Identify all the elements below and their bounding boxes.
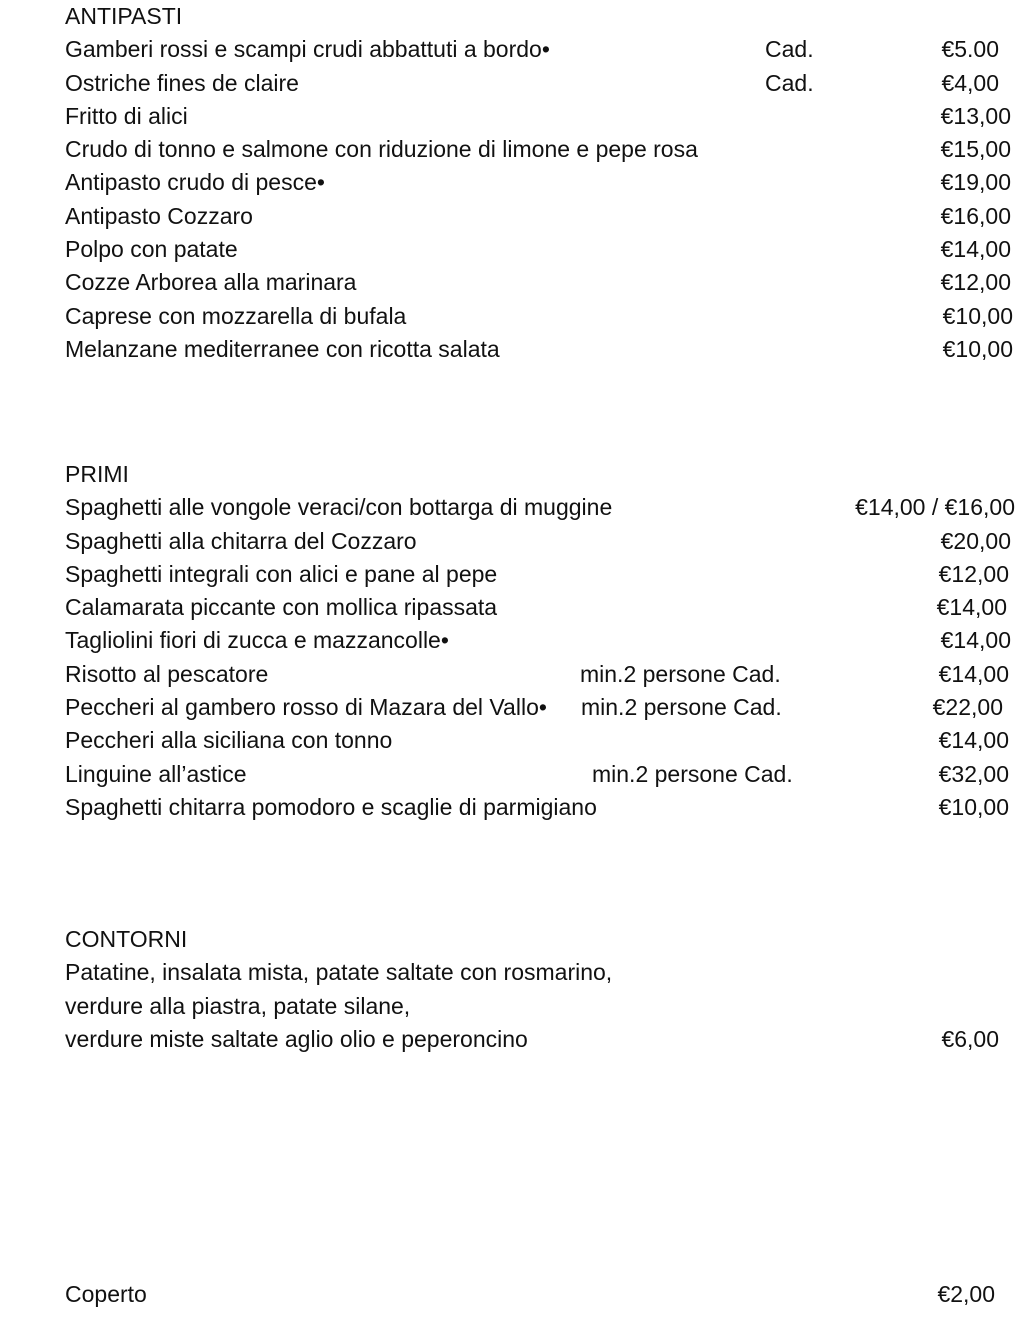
item-price: €22,00 — [932, 694, 1003, 721]
item-price: €10,00 — [938, 793, 1009, 820]
contorni-section — [65, 923, 1015, 1056]
primi-section — [65, 458, 1015, 824]
menu-item — [65, 100, 1015, 133]
item-name: Caprese con mozzarella di bufala — [65, 302, 407, 329]
contorni-description-line: verdure alla piastra, patate silane, — [65, 992, 411, 1019]
menu-item — [65, 1023, 1015, 1056]
item-price: €14,00 — [938, 727, 1009, 754]
item-price: €2,00 — [937, 1281, 995, 1307]
coperto-section — [65, 1278, 1015, 1311]
item-note: min.2 persone Cad. — [592, 760, 793, 787]
item-price: €14,00 — [940, 236, 1011, 263]
item-name: Tagliolini fiori di zucca e mazzancolle• — [65, 627, 449, 654]
menu-item — [65, 558, 1015, 591]
menu-item — [65, 758, 1015, 791]
item-price: €19,00 — [940, 169, 1011, 196]
item-price: €13,00 — [940, 102, 1011, 129]
item-name: Spaghetti chitarra pomodoro e scaglie di parmigiano — [65, 793, 597, 820]
item-price: €12,00 — [940, 269, 1011, 296]
item-name: Spaghetti alla chitarra del Cozzaro — [65, 527, 417, 554]
item-price: €20,00 — [940, 527, 1011, 554]
primi-heading: PRIMI — [65, 461, 129, 487]
item-name: Peccheri al gambero rosso di Mazara del Vallo• — [65, 694, 547, 721]
item-note: Cad. — [765, 69, 814, 96]
item-note: min.2 persone Cad. — [580, 660, 781, 687]
item-name: Polpo con patate — [65, 236, 238, 263]
menu-item — [65, 300, 1015, 333]
item-name: Peccheri alla siciliana con tonno — [65, 727, 393, 754]
coperto-label: Coperto — [65, 1281, 147, 1307]
item-price: €14,00 / €16,00 — [855, 494, 1015, 521]
item-name: Fritto di alici — [65, 102, 188, 129]
item-name: Linguine all’astice — [65, 760, 247, 787]
menu-item — [65, 658, 1015, 691]
menu-item — [65, 67, 1015, 100]
item-price: €5.00 — [941, 36, 999, 63]
item-price: €10,00 — [942, 335, 1013, 362]
item-name: Gamberi rossi e scampi crudi abbattuti a bordo• — [65, 36, 550, 63]
item-price: €4,00 — [941, 69, 999, 96]
item-name: Risotto al pescatore — [65, 660, 269, 687]
menu-item — [65, 624, 1015, 657]
item-name: Crudo di tonno e salmone con riduzione di limone e pepe rosa — [65, 136, 698, 163]
item-name: Spaghetti integrali con alici e pane al pepe — [65, 560, 498, 587]
item-note: Cad. — [765, 36, 814, 63]
item-note: min.2 persone Cad. — [581, 694, 782, 721]
menu-item — [65, 525, 1015, 558]
item-name: Calamarata piccante con mollica ripassata — [65, 594, 498, 621]
item-price: €10,00 — [942, 302, 1013, 329]
contorni-description-line: Patatine, insalata mista, patate saltate con rosmarino, — [65, 959, 613, 986]
menu-item — [65, 266, 1015, 299]
item-name: Antipasto crudo di pesce• — [65, 169, 325, 196]
menu-item — [65, 33, 1015, 66]
antipasti-section — [65, 0, 1015, 366]
item-price: €6,00 — [941, 1025, 999, 1052]
item-price: €15,00 — [940, 136, 1011, 163]
menu-item — [65, 724, 1015, 757]
item-name: Melanzane mediterranee con ricotta salata — [65, 335, 500, 362]
item-price: €14,00 — [940, 627, 1011, 654]
menu-item — [65, 1278, 1015, 1311]
item-price: €14,00 — [936, 594, 1007, 621]
item-name: Spaghetti alle vongole veraci/con bottarga di muggine — [65, 494, 613, 521]
item-name: Ostriche fines de claire — [65, 69, 299, 96]
menu-item — [65, 133, 1015, 166]
menu-item — [65, 233, 1015, 266]
menu-item — [65, 166, 1015, 199]
item-price: €16,00 — [940, 202, 1011, 229]
item-name: Antipasto Cozzaro — [65, 202, 253, 229]
menu-item — [65, 200, 1015, 233]
item-name: Cozze Arborea alla marinara — [65, 269, 357, 296]
menu-item — [65, 691, 1015, 724]
menu-item — [65, 791, 1015, 824]
antipasti-heading: ANTIPASTI — [65, 3, 183, 29]
menu-item — [65, 491, 1015, 524]
contorni-heading: CONTORNI — [65, 926, 188, 952]
item-price: €14,00 — [938, 660, 1009, 687]
item-price: €32,00 — [938, 760, 1009, 787]
item-price: €12,00 — [938, 560, 1009, 587]
menu-item — [65, 333, 1015, 366]
contorni-description-line: verdure miste saltate aglio olio e peperoncino — [65, 1025, 528, 1052]
menu-item — [65, 591, 1015, 624]
